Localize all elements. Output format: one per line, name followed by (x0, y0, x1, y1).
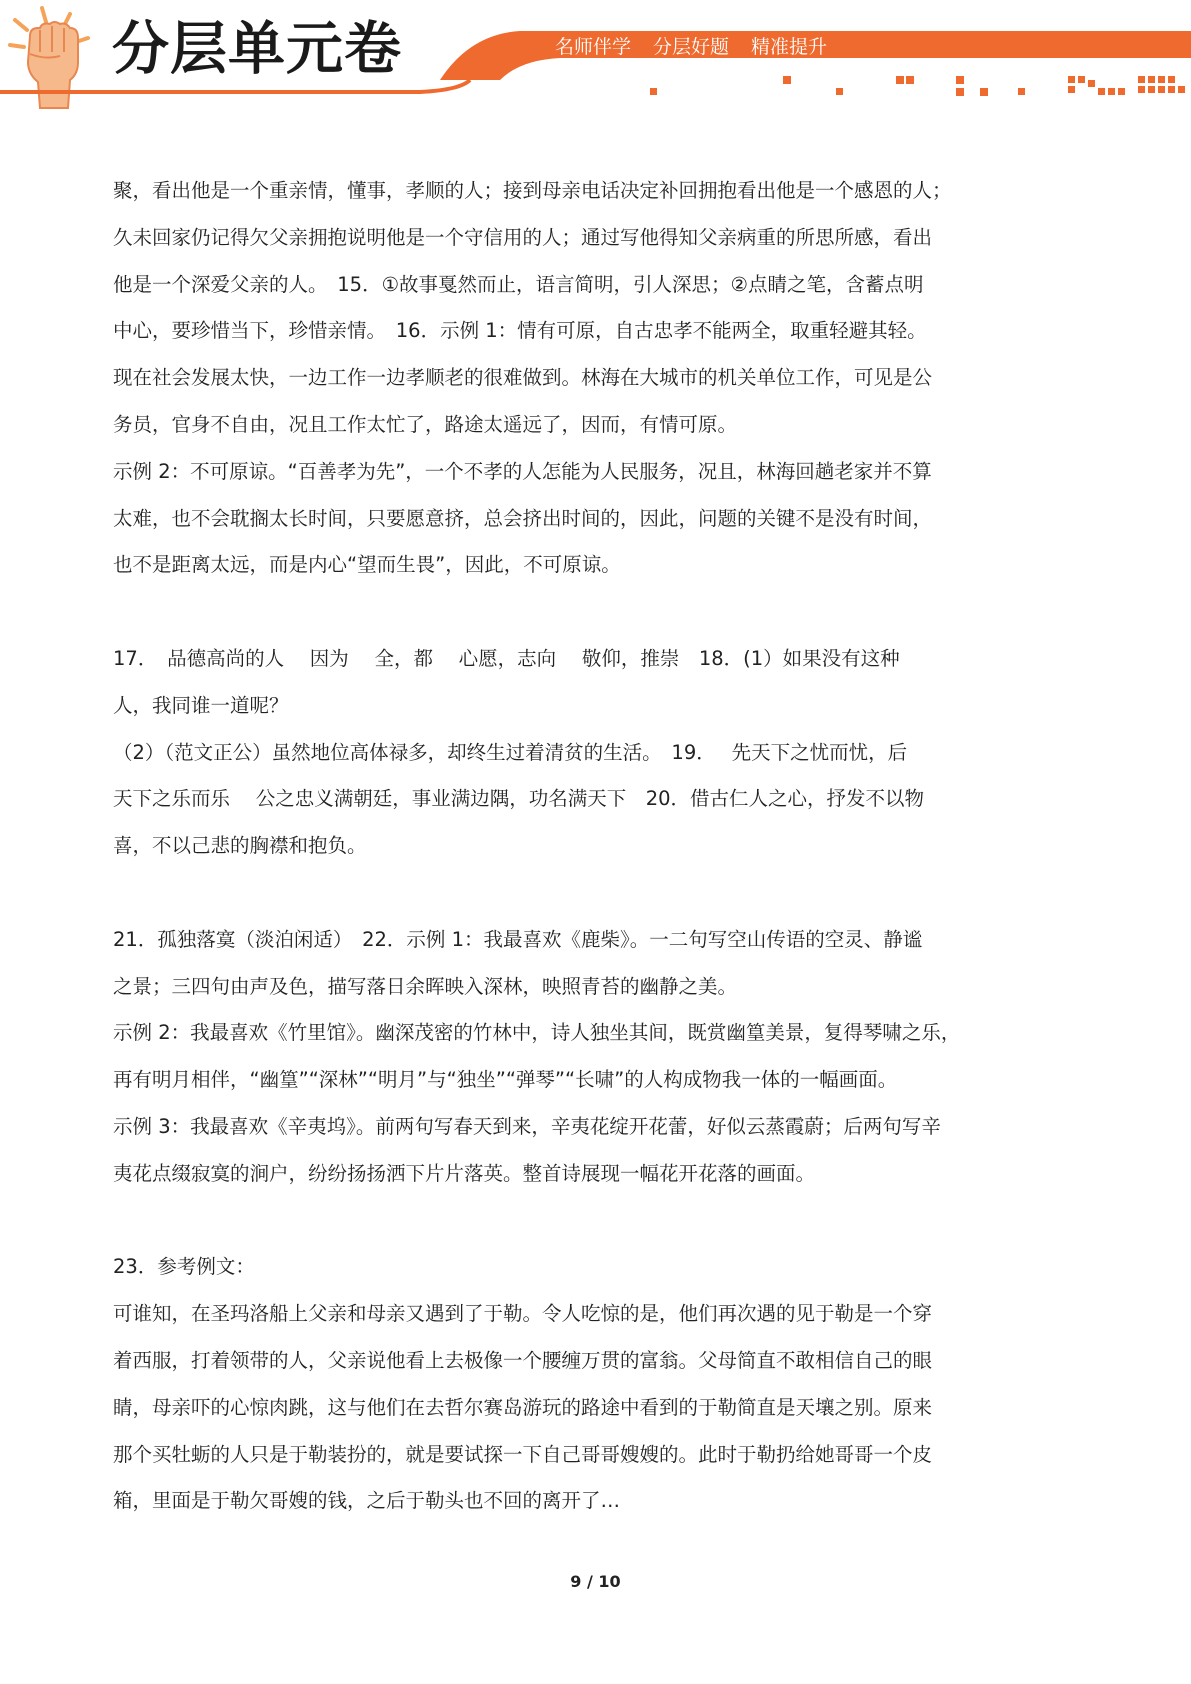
text-line: 睛，母亲吓的心惊肉跳，这与他们在去哲尔赛岛游玩的路途中看到的于勒简直是天壤之别。原来 (113, 1395, 933, 1419)
text-line: 务员，官身不自由，况且工作太忙了，路途太遥远了，因而，有情可原。 (113, 412, 738, 436)
text-line: 久未回家仍记得欠父亲拥抱说明他是一个守信用的人；通过写他得知父亲病重的所思所感，看出 (113, 225, 933, 249)
slogan-2: 分层好题 (653, 36, 730, 58)
text-line: 再有明月相伴，“幽篁”“深林”“明月”与“独坐”“弹琴”“长啸”的人构成物我一体的一幅画面。 (113, 1068, 898, 1092)
text-line: 太难，也不会耽搁太长时间，只要愿意挤，总会挤出时间的，因此，问题的关键不是没有时间， (113, 506, 933, 530)
text-line: 人，我同谁一道呢？ (113, 693, 289, 717)
text-line: 21．孤独落寞（淡泊闲适） 22．示例 1：我最喜欢《鹿柴》。一二句写空山传语的空灵、静谧 (113, 927, 923, 951)
paragraph-gap (113, 870, 993, 917)
slogan-group (555, 32, 827, 62)
text-line: 天下之乐而乐 公之忠义满朝廷，事业满边隅，功名满天下 20．借古仁人之心，抒发不以物 (113, 787, 925, 811)
text-line: 那个买牡蛎的人只是于勒装扮的，就是要试探一下自己哥哥嫂嫂的。此时于勒扔给她哥哥一个皮 (113, 1442, 933, 1466)
text-line: 也不是距离太远，而是内心“望而生畏”，因此，不可原谅。 (113, 553, 621, 577)
text-line: 喜，不以己悲的胸襟和抱负。 (113, 834, 367, 858)
paragraph-gap (113, 1198, 993, 1245)
text-line: 聚，看出他是一个重亲情，懂事，孝顺的人；接到母亲电话决定补回拥抱看出他是一个感恩的人； (113, 179, 952, 202)
text-line: 示例 3：我最喜欢《辛夷坞》。前两句写春天到来，辛夷花绽开花蕾，好似云蒸霞蔚；后两句写辛 (113, 1114, 941, 1138)
text-line: 示例 2：我最喜欢《竹里馆》。幽深茂密的竹林中，诗人独坐其间，既赏幽篁美景，复得琴啸之乐， (113, 1021, 961, 1045)
text-line: 他是一个深爱父亲的人。 15．①故事戛然而止，语言简明，引人深思；②点睛之笔，含蓄点明 (113, 272, 924, 296)
slogan-1: 名师伴学 (555, 36, 632, 58)
text-line: 中心，要珍惜当下，珍惜亲情。 16．示例 1：情有可原，自古忠孝不能两全，取重轻避其轻。 (113, 319, 927, 343)
answer-content (113, 168, 993, 1525)
decorative-squares (650, 76, 1185, 96)
text-line: 夷花点缀寂寞的涧户，纷纷扬扬洒下片片落英。整首诗展现一幅花开花落的画面。 (113, 1161, 816, 1185)
text-line: 现在社会发展太快，一边工作一边孝顺老的很难做到。林海在大城市的机关单位工作，可见是公 (113, 366, 933, 390)
text-line: 17． 品德高尚的人 因为 全，都 心愿，志向 敬仰，推崇 18．(1）如果没有这种 (113, 646, 900, 670)
text-line: 23．参考例文： (113, 1255, 255, 1279)
text-line: 示例 2：不可原谅。“百善孝为先”，一个不孝的人怎能为人民服务，况且，林海回趟老家并不算 (113, 459, 932, 483)
text-line: 之景；三四句由声及色，描写落日余晖映入深林，映照青苔的幽静之美。 (113, 974, 738, 998)
text-line: 着西服，打着领带的人，父亲说他看上去极像一个腰缠万贯的富翁。父母简直不敢相信自己的眼 (113, 1348, 933, 1372)
text-line: （2）（范文正公）虽然地位高体禄多，却终生过着清贫的生活。 19． 先天下之忧而忧，后 (113, 740, 908, 764)
text-line: 可谁知，在圣玛洛船上父亲和母亲又遇到了于勒。令人吃惊的是，他们再次遇的见于勒是一个穿 (113, 1302, 933, 1326)
paragraph-gap (113, 589, 993, 636)
text-line: 箱，里面是于勒欠哥嫂的钱，之后于勒头也不回的离开了… (113, 1489, 621, 1513)
brand-title: 分层单元卷 (112, 16, 402, 82)
header-banner (0, 0, 1191, 115)
slogan-3: 精准提升 (751, 36, 828, 58)
page-number: 9 / 10 (570, 1572, 621, 1591)
